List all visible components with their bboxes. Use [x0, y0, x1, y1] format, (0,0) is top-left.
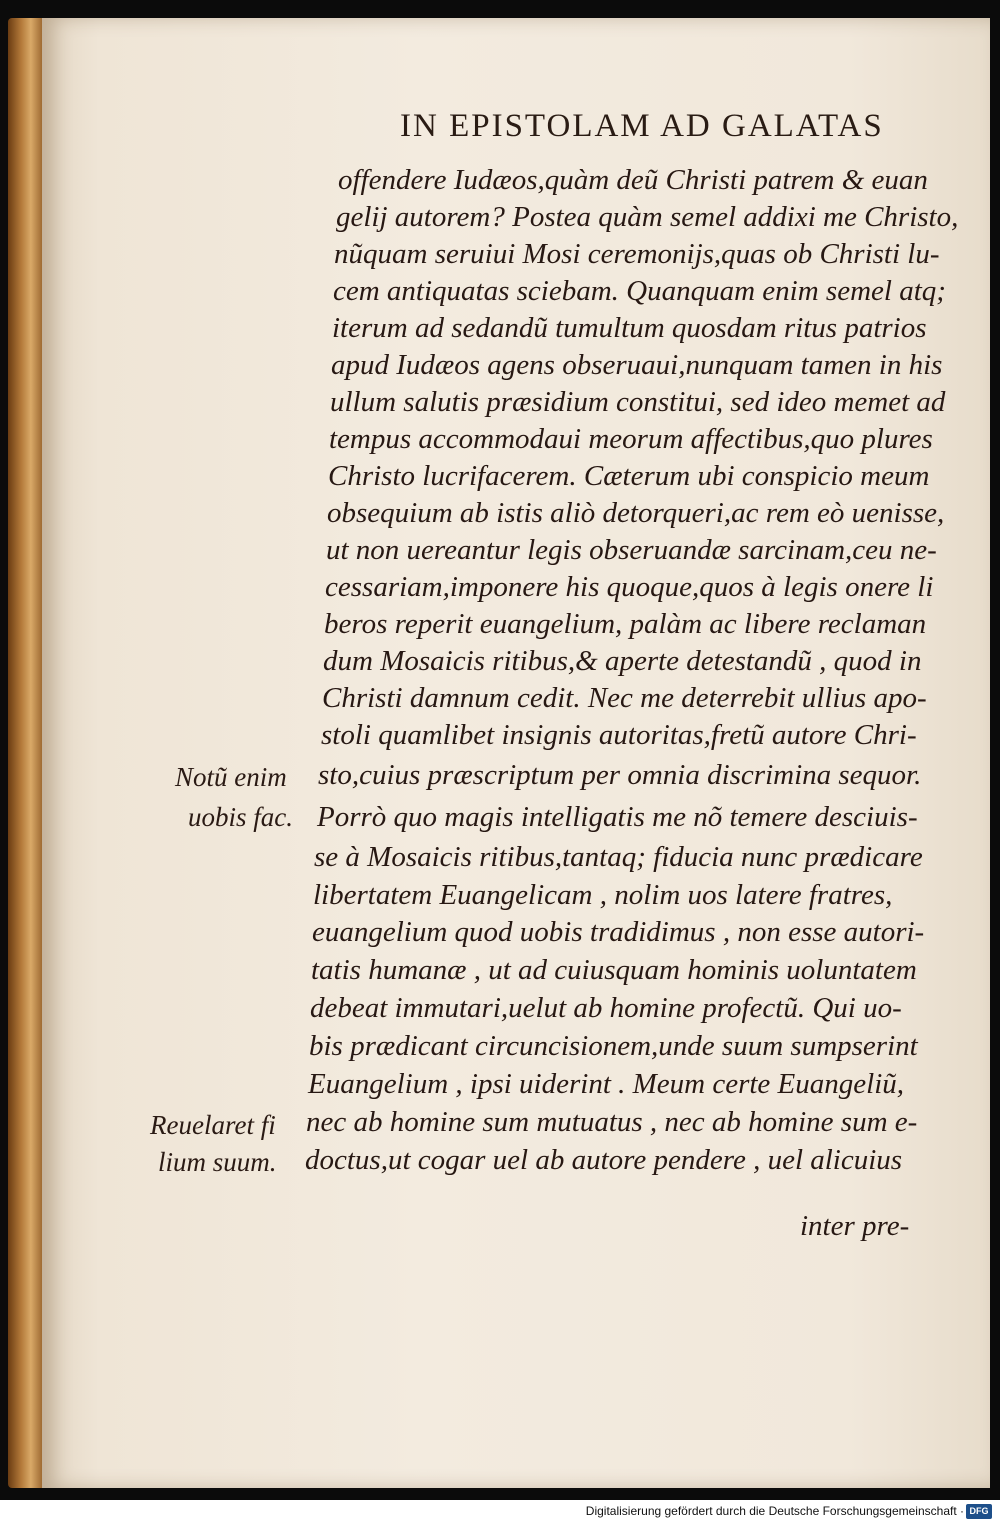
text-line: tatis humanæ , ut ad cuiusquam hominis uoluntatem [311, 954, 917, 986]
text-line: doctus,ut cogar uel ab autore pendere , uel alicuius [305, 1144, 903, 1176]
running-head: IN EPISTOLAM AD GALATAS [400, 108, 884, 144]
text-line: tempus accommodaui meorum affectibus,quo plures [329, 423, 933, 455]
text-line: nũquam seruiui Mosi ceremonijs,quas ob Christi lu- [334, 238, 940, 270]
text-line: beros reperit euangelium, palàm ac libere reclaman [324, 608, 927, 640]
margin-note: Notũ enim [175, 762, 287, 792]
text-line: Porrò quo magis intelligatis me nõ temere desciuis- [317, 801, 918, 833]
margin-note: uobis fac. [188, 802, 293, 832]
text-line: obsequium ab istis aliò detorqueri,ac rem eò uenisse, [327, 497, 945, 529]
catchword: inter pre- [800, 1210, 910, 1242]
text-line: cessariam,imponere his quoque,quos à legis onere li [325, 571, 934, 603]
text-line: cem antiquatas sciebam. Quanquam enim semel atq; [333, 275, 946, 307]
margin-note: Reuelaret fi [150, 1110, 276, 1140]
text-line: sto,cuius præscriptum per omnia discrimina sequor. [318, 759, 922, 791]
margin-note: lium suum. [158, 1147, 277, 1177]
text-line: Christo lucrifacerem. Cæterum ubi conspicio meum [328, 460, 930, 492]
text-line: Euangelium , ipsi uiderint . Meum certe Euangeliũ, [308, 1068, 905, 1100]
text-line: ullum salutis præsidium constitui, sed ideo memet ad [330, 386, 946, 418]
text-line: euangelium quod uobis tradidimus , non esse autori- [312, 916, 925, 948]
text-line: stoli quamlibet insignis autoritas,fretũ autore Chri- [321, 719, 917, 751]
text-line: bis prædicant circuncisionem,unde suum sumpserint [309, 1030, 918, 1062]
text-line: se à Mosaicis ritibus,tantaq; fiducia nunc prædicare [314, 841, 923, 873]
text-line: iterum ad sedandũ tumultum quosdam ritus patrios [332, 312, 927, 344]
text-line: dum Mosaicis ritibus,& aperte detestandũ , quod in [323, 645, 922, 677]
text-line: libertatem Euangelicam , nolim uos latere fratres, [313, 879, 893, 911]
text-line: offendere Iudæos,quàm deũ Christi patrem & euan [338, 164, 928, 196]
footer-bar [0, 1500, 1000, 1524]
dfg-logo-icon: DFG [966, 1504, 992, 1519]
text-line: Christi damnum cedit. Nec me deterrebit ullius apo- [322, 682, 927, 714]
text-line: apud Iudæos agens obseruaui,nunquam tamen in his [331, 349, 943, 381]
text-line: ut non uereantur legis obseruandæ sarcinam,ceu ne- [326, 534, 937, 566]
book-spine-edge [8, 18, 46, 1488]
funding-credit: Digitalisierung gefördert durch die Deutsche Forschungsgemeinschaft · [585, 1504, 964, 1518]
text-line: gelij autorem? Postea quàm semel addixi me Christo, [336, 201, 959, 233]
text-line: nec ab homine sum mutuatus , nec ab homine sum e- [306, 1106, 918, 1138]
text-line: debeat immutari,uelut ab homine profectũ. Qui uo- [310, 992, 902, 1024]
